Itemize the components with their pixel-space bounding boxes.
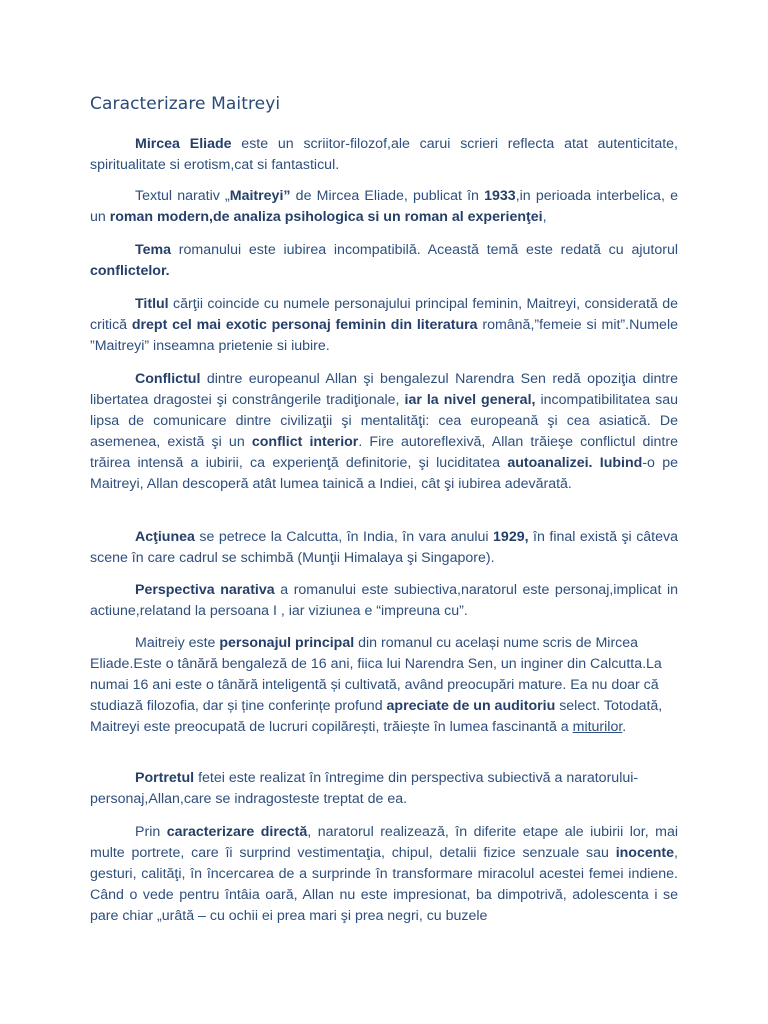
text-segment: -o pe Maitreyi, Allan descoperă atât lumea tainică a Indiei, cât şi iubirea adevărată.: [90, 455, 678, 492]
paragraph-author: [90, 134, 678, 176]
paragraph-portrait: [90, 768, 678, 810]
text-segment: select. Totodată, Maitreyi este preocupată de lucruri copilărești, trăiește în lumea fascinantă a: [90, 698, 663, 735]
paragraph-theme: [90, 240, 678, 282]
emphasized-text: autoanalizei. Iubind: [507, 455, 643, 471]
emphasized-text: conflictelor.: [90, 263, 170, 279]
text-segment: . Fire autoreflexivă, Allan trăieşe conflictul dintre trăirea intensă a iubirii, ca experienţă definitorie, şi luciditatea: [90, 434, 678, 471]
paragraph-main-character: [90, 633, 678, 738]
emphasized-text: Mircea Eliade: [135, 136, 232, 152]
emphasized-text: 1929,: [493, 529, 529, 545]
text-segment: este un scriitor-filozof,ale carui scrieri reflecta atat autenticitate, spiritualitate si erotism,cat si fantasticul.: [90, 136, 678, 173]
emphasized-text: Titlul: [135, 296, 169, 312]
text-segment: , naratorul realizează, în diferite etape ale iubirii lor, mai multe portrete, care îi surprind vestimentaţia, chipul, detalii fizice senzuale sau: [90, 824, 678, 861]
text-segment: Prin: [135, 824, 167, 840]
text-segment: , gesturi, calităţi, în încercarea de a surprinde în transformare miracolul acestei femei indiene. Când o vede pentru întâia oară, Allan nu este impresionat, ba dimpotrivă, adolescenta i se pare chiar „urâtă – cu ochii ei prea mari şi prea negri, cu buzele: [90, 845, 678, 924]
document-title: Caracterizare Maitreyi: [90, 94, 281, 114]
text-segment: se petrece la Calcutta, în India, în vara anului: [194, 529, 494, 545]
emphasized-text: Maitreyi”: [229, 188, 291, 204]
emphasized-text: apreciate de un auditoriu: [386, 698, 556, 714]
text-segment: Textul narativ „: [135, 188, 230, 204]
emphasized-text: roman modern,de analiza psihologica si un roman al experienţei: [109, 209, 543, 225]
emphasized-text: personajul principal: [219, 635, 355, 651]
paragraph-publication: [90, 186, 678, 228]
paragraph-title: [90, 294, 678, 357]
emphasized-text: 1933: [484, 188, 516, 204]
text-segment: ,in perioada interbelica, e un: [90, 188, 678, 225]
text-segment: de Mircea Eliade, publicat în: [290, 188, 485, 204]
text-segment: română,”femeie si mit”.Numele ”Maitreyi” inseamna prietenie si iubire.: [90, 317, 678, 354]
underlined-text: miturilor: [572, 719, 623, 735]
text-segment: din romanul cu același nume scris de Mircea Eliade.Este o tânără bengaleză de 16 ani, fiica lui Narendra Sen, un inginer din Calcutta.La numai 16 ani este o tânără inteligentă și cultivată, având preocupări mature. Ea nu doar că studiază filozofia, dar și ține conferințe profund: [90, 635, 662, 714]
paragraph-direct-characterization: [90, 822, 678, 927]
emphasized-text: inocente: [615, 845, 675, 861]
text-segment: dintre europeanul Allan şi bengalezul Narendra Sen redă opoziţia dintre libertatea dragostei şi constrângerile tradiţionale,: [90, 371, 678, 408]
text-segment: Maitreiy este: [135, 635, 220, 651]
text-segment: ,: [542, 209, 547, 225]
paragraph-action: [90, 527, 678, 569]
text-segment: cărţii coincide cu numele personajului principal feminin, Maitreyi, considerată de critică: [90, 296, 678, 333]
text-segment: a romanului este subiectiva,naratorul este personaj,implicat in actiune,relatand la persoana I , iar viziunea e “impreuna cu”.: [90, 582, 678, 619]
text-segment: .: [622, 719, 627, 735]
emphasized-text: iar la nivel general,: [404, 392, 536, 408]
emphasized-text: caracterizare directă: [166, 824, 308, 840]
emphasized-text: Portretul: [135, 770, 195, 786]
emphasized-text: Acţiunea: [135, 529, 195, 545]
emphasized-text: Conflictul: [135, 371, 201, 387]
emphasized-text: Tema: [135, 242, 172, 258]
text-segment: fetei este realizat în întregime din perspectiva subiectivă a naratorului-personaj,Allan,care se indragosteste treptat de ea.: [90, 770, 639, 807]
text-segment: romanului este iubirea incompatibilă. Această temă este redată cu ajutorul: [171, 242, 678, 258]
emphasized-text: conflict interior: [251, 434, 359, 450]
text-segment: în final există şi câteva scene în care cadrul se schimbă (Munţii Himalaya şi Singapore).: [90, 529, 678, 566]
emphasized-text: Perspectiva narativa: [135, 582, 275, 598]
paragraph-perspective: [90, 580, 678, 622]
paragraph-conflict: [90, 369, 678, 495]
emphasized-text: drept cel mai exotic personaj feminin din literatura: [131, 317, 478, 333]
text-segment: incompatibilitatea sau lipsa de comunicare dintre civilizaţii şi mentalităţi: cea europeană şi cea asiatică. De asemenea, există şi un: [90, 392, 678, 450]
